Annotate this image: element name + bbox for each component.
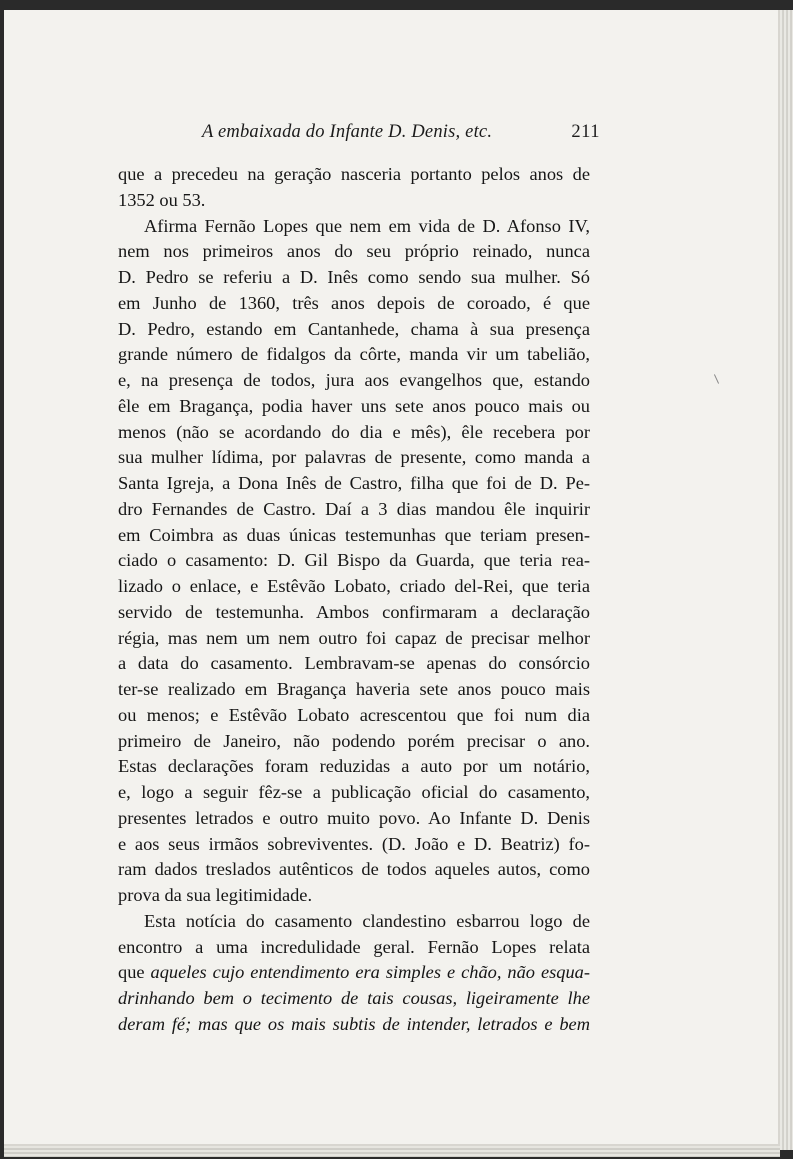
text-line: lizado o enlace, e Estêvão Lobato, criado del-Rei, que teria — [118, 576, 590, 596]
text-line: servido de testemunha. Ambos confirmaram a declaração — [118, 601, 590, 622]
text-line: ciado o casamento: D. Gil Bispo da Guarda, que teria rea- — [118, 550, 590, 571]
text-line: nem nos primeiros anos do seu próprio reinado, nunca — [118, 241, 590, 262]
text-line: a data do casamento. Lembravam-se apenas do consórcio — [118, 653, 590, 674]
text-line: prova da sua legitimidade. — [118, 885, 313, 905]
text-line: menos (não se acordando do dia e mês), êle recebera por — [118, 421, 590, 442]
text-line: 1352 ou 53. — [118, 189, 206, 210]
italic-quote-segment: não esqua- — [501, 962, 591, 983]
text-line: e, na presença de todos, jura aos evangelhos que, estando — [118, 370, 590, 390]
page-edge-bottom — [4, 1146, 780, 1157]
text-line: encontro a uma incredulidade geral. Fernão Lopes relata — [118, 936, 590, 957]
text-line: ou menos; e Estêvão Lobato acrescentou que foi num dia — [118, 704, 590, 725]
text-line: D. Pedro se referiu a D. Inês como sendo sua mulher. Só — [118, 267, 590, 287]
text-line-mixed — [118, 960, 590, 986]
italic-quote-segment: aqueles cujo entendimento era simples e chão, — [150, 962, 502, 983]
text-line: presentes letrados e outro muito povo. Ao Infante D. Denis — [118, 807, 590, 828]
text-line: que a precedeu na geração nasceria portanto pelos anos de — [118, 164, 590, 184]
body-text — [118, 162, 590, 1038]
page-number: 211 — [571, 122, 600, 142]
text-line: e aos seus irmãos sobreviventes. (D. João e D. Beatriz) fo- — [118, 833, 590, 854]
text-line: Afirma Fernão Lopes que nem em vida de D. Afonso IV, — [144, 215, 590, 236]
text-line: Estas declarações foram reduzidas a auto por um notário, — [118, 756, 590, 777]
page-edge-right — [780, 10, 793, 1150]
running-header — [110, 122, 600, 146]
text-line: régia, mas nem um nem outro foi capaz de precisar melhor — [118, 627, 590, 648]
text-line: êle em Bragança, podia haver uns sete anos pouco mais ou — [118, 395, 590, 416]
text-line: D. Pedro, estando em Cantanhede, chama à sua presença — [118, 318, 590, 339]
text-line: ter-se realizado em Bragança haveria sete anos pouco mais — [118, 679, 590, 699]
running-title: A embaixada do Infante D. Denis, etc. — [202, 122, 493, 142]
italic-text-line: drinhando bem o tecimento de tais cousas, ligeiramente lhe — [118, 988, 590, 1008]
text-line: dro Fernandes de Castro. Daí a 3 dias mandou êle inquirir — [118, 498, 590, 519]
text-line: em Coimbra as duas únicas testemunhas que teriam presen- — [118, 524, 590, 545]
italic-text-line: deram fé; mas que os mais subtis de intender, letrados e bem — [118, 1013, 590, 1034]
roman-segment: que — [118, 962, 151, 983]
text-line: e, logo a seguir fêz-se a publicação oficial do casamento, — [118, 782, 590, 802]
text-line: sua mulher lídima, por palavras de presente, como manda a — [118, 447, 590, 468]
text-line: Santa Igreja, a Dona Inês de Castro, filha que foi de D. Pe- — [118, 473, 590, 493]
text-line: primeiro de Janeiro, não podendo porém precisar o ano. — [118, 730, 590, 751]
text-line: Esta notícia do casamento clandestino esbarrou logo de — [144, 910, 590, 931]
text-line: grande número de fidalgos da côrte, manda vir um tabelião, — [118, 344, 590, 365]
text-line: ram dados treslados autênticos de todos aqueles autos, como — [118, 859, 590, 880]
text-line: em Junho de 1360, três anos depois de coroado, é que — [118, 292, 590, 313]
